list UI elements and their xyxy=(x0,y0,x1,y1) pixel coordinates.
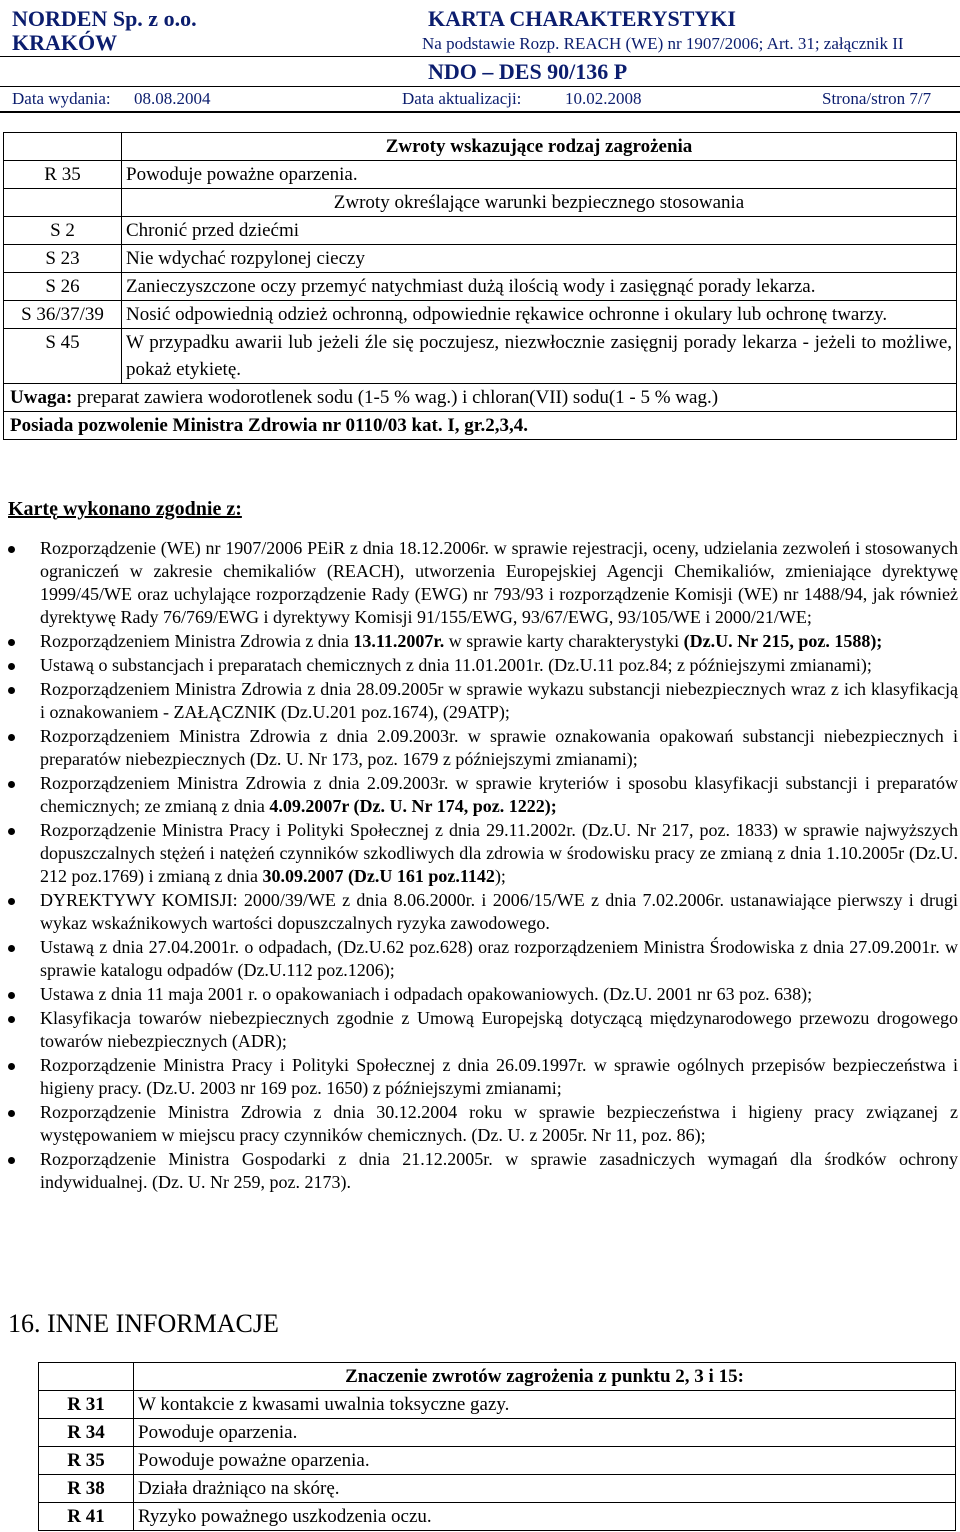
phrase-code: S 2 xyxy=(4,217,122,245)
regulation-text: ); xyxy=(494,866,506,886)
list-item xyxy=(8,630,958,653)
regulation-text: DYREKTYWY KOMISJI: 2000/39/WE z dnia 8.06.2000r. i 2006/15/WE z dnia 7.02.2006r. ustanawiające pierwszy i drugi wykaz wskaźnikowych wartości dopuszczalnych ryzyka zawodowego. xyxy=(40,890,958,933)
table-heading-row xyxy=(39,1363,956,1391)
regulation-text: Rozporządzenie (WE) nr 1907/2006 PEiR z dnia 18.12.2006r. w sprawie rejestracji, oceny, udzielania zezwoleń i stosowanych ograniczeń w zakresie chemikaliów (REACH), utworzenia Europejskiej Agencji Chemikaliów, zmieniające dyrektywę 1999/45/WE oraz uchylające rozporządzenie Rady (EWG) nr 793/93 i rozporządzenie Komisji (WE) nr 1488/94, jak również dyrektywę Rady 76/769/EWG i dyrektywy Komisji 91/155/EWG, 93/67/EWG, 93/105/WE i 2000/21/WE; xyxy=(40,538,958,627)
regulation-text: Rozporządzeniem Ministra Zdrowia z dnia 28.09.2005r w sprawie wykazu substancji niebezpiecznych wraz z ich klasyfikacją i oznakowaniem - ZAŁĄCZNIK (Dz.U.201 poz.1674), (29ATP); xyxy=(40,679,958,722)
bullet-icon xyxy=(8,1063,15,1070)
regulations-heading: Kartę wykonano zgodnie z: xyxy=(8,498,242,520)
issue-date-label: Data wydania: xyxy=(12,89,111,108)
page-header xyxy=(0,0,960,110)
section-16-heading: 16. INNE INFORMACJE xyxy=(8,1309,279,1338)
bullet-icon xyxy=(8,898,15,905)
phrase-code: R 34 xyxy=(39,1419,134,1447)
bullet-icon xyxy=(8,992,15,999)
phrase-code: R 31 xyxy=(39,1391,134,1419)
bullet-icon xyxy=(8,945,15,952)
list-item xyxy=(8,819,958,888)
update-date: 10.02.2008 xyxy=(565,89,642,108)
bullet-icon xyxy=(8,687,15,694)
phrase-code: R 35 xyxy=(39,1447,134,1475)
note-label: Uwaga: xyxy=(10,387,73,408)
bold-text: 4.09.2007r (Dz. U. Nr 174, poz. 1222); xyxy=(269,796,557,816)
table-row xyxy=(4,301,957,329)
regulation-text: Rozporządzenie Ministra Gospodarki z dnia 21.12.2005r. w sprawie zasadniczych wymagań dla środków ochrony indywidualnej. (Dz. U. Nr 259, poz. 2173). xyxy=(40,1149,958,1192)
phrase-code: R 35 xyxy=(4,161,122,189)
phrase-code: S 36/37/39 xyxy=(4,301,122,329)
phrase-code: R 41 xyxy=(39,1503,134,1531)
r-phrases-heading: Zwroty wskazujące rodzaj zagrożenia xyxy=(122,133,957,161)
document-subtitle: Na podstawie Rozp. REACH (WE) nr 1907/2006; Art. 31; załącznik II xyxy=(422,34,904,53)
table-cell xyxy=(4,133,122,161)
phrase-text: Działa drażniąco na skórę. xyxy=(134,1475,956,1503)
table-row xyxy=(4,161,957,189)
table-row xyxy=(39,1503,956,1531)
issue-date: 08.08.2004 xyxy=(134,89,211,108)
phrase-code: S 26 xyxy=(4,273,122,301)
list-item xyxy=(8,654,958,677)
regulation-text: Rozporządzeniem Ministra Zdrowia z dnia xyxy=(40,631,354,651)
regulation-text: Ustawą o substancjach i preparatach chemicznych z dnia 11.01.2001r. (Dz.U.11 poz.84; z późniejszymi zmianami); xyxy=(40,655,872,675)
list-item xyxy=(8,725,958,771)
list-item xyxy=(8,1101,958,1147)
list-item xyxy=(8,889,958,935)
regulation-text: Rozporządzenie Ministra Pracy i Polityki Społecznej z dnia 29.11.2002r. (Dz.U. Nr 217, poz. 1833) w sprawie najwyższych dopuszczalnych stężeń i natężeń czynników szkodliwych dla zdrowia w środowisku pracy ze zmianą z dnia 1.10.2005r (Dz.U. 212 poz.1769) i zmianą z dnia xyxy=(40,820,958,886)
phrase-text: Nie wdychać rozpylonej cieczy xyxy=(122,245,957,273)
phrase-code: R 38 xyxy=(39,1475,134,1503)
bullet-icon xyxy=(8,1157,15,1164)
list-item xyxy=(8,983,958,1006)
company-name: NORDEN Sp. z o.o. xyxy=(12,6,197,31)
phrase-text: W kontakcie z kwasami uwalnia toksyczne gazy. xyxy=(134,1391,956,1419)
table-row xyxy=(4,245,957,273)
bullet-icon xyxy=(8,663,15,670)
regulation-text: Rozporządzenie Ministra Pracy i Polityki Społecznej z dnia 26.09.1997r. w sprawie ogólnych przepisów bezpieczeństwa i higieny pracy. (Dz.U. 2003 nr 169 poz. 1650) z późniejszymi zmianami; xyxy=(40,1055,958,1098)
list-item xyxy=(8,678,958,724)
document-title: KARTA CHARAKTERYSTYKI xyxy=(428,6,736,31)
r-meaning-heading: Znaczenie zwrotów zagrożenia z punktu 2, 3 i 15: xyxy=(134,1363,956,1391)
regulation-text: Ustawa z dnia 11 maja 2001 r. o opakowaniach i odpadach opakowaniowych. (Dz.U. 2001 nr 63 poz. 638); xyxy=(40,984,813,1004)
phrase-text: Powoduje poważne oparzenia. xyxy=(122,161,957,189)
note-row xyxy=(4,384,957,412)
s-phrases-heading: Zwroty określające warunki bezpiecznego stosowania xyxy=(122,189,957,217)
bullet-icon xyxy=(8,546,15,553)
bullet-icon xyxy=(8,639,15,646)
table-cell xyxy=(39,1363,134,1391)
table-row xyxy=(39,1419,956,1447)
header-top xyxy=(0,2,960,34)
list-item xyxy=(8,1148,958,1194)
bullet-icon xyxy=(8,734,15,741)
phrase-text: Ryzyko poważnego uszkodzenia oczu. xyxy=(134,1503,956,1531)
regulation-text: Rozporządzeniem Ministra Zdrowia z dnia 2.09.2003r. w sprawie kryteriów i sposobu klasyfikacji substancji i preparatów chemicznych; ze zmianą z dnia xyxy=(40,773,958,816)
phrase-text: Powoduje oparzenia. xyxy=(134,1419,956,1447)
update-date-label: Data aktualizacji: xyxy=(402,89,522,108)
hazard-phrases-table xyxy=(3,132,957,440)
note-text: preparat zawiera wodorotlenek sodu (1-5 % wag.) i chloran(VII) sodu(1 - 5 % wag.) xyxy=(72,387,719,408)
regulation-text: Rozporządzeniem Ministra Zdrowia z dnia 2.09.2003r. w sprawie oznakowania opakowań substancji niebezpiecznych i preparatów niebezpiecznych (Dz. U. Nr 173, poz. 1679 z późniejszymi zmianami); xyxy=(40,726,958,769)
list-item xyxy=(8,1007,958,1053)
table-row xyxy=(39,1391,956,1419)
phrase-text: Powoduje poważne oparzenia. xyxy=(134,1447,956,1475)
table-cell xyxy=(4,189,122,217)
list-item xyxy=(8,772,958,818)
table-row xyxy=(4,217,957,245)
regulation-text: Ustawą z dnia 27.04.2001r. o odpadach, (Dz.U.62 poz.628) oraz rozporządzeniem Ministra Środowiska z dnia 27.09.2001r. w sprawie katalogu odpadów (Dz.U.112 poz.1206); xyxy=(40,937,958,980)
phrase-code: S 45 xyxy=(4,329,122,384)
regulation-text: Rozporządzenie Ministra Zdrowia z dnia 30.12.2004 roku w sprawie bezpieczeństwa i higieny pracy związanej z występowaniem w miejscu pracy czynników chemicznych. (Dz. U. z 2005r. Nr 11, poz. 86); xyxy=(40,1102,958,1145)
phrase-text: W przypadku awarii lub jeżeli źle się poczujesz, niezwłocznie zasięgnij porady lekarza - jeżeli to możliwe, pokaż etykietę. xyxy=(122,329,957,384)
bold-text: 13.11.2007r. xyxy=(353,631,445,651)
regulation-text: w sprawie karty charakterystyki xyxy=(444,631,684,651)
list-item xyxy=(8,1054,958,1100)
company-city: KRAKÓW xyxy=(12,30,118,55)
note-cell xyxy=(4,384,957,412)
permit-row xyxy=(4,412,957,440)
phrase-text: Zanieczyszczone oczy przemyć natychmiast dużą ilością wody i zasięgnąć porady lekarza. xyxy=(122,273,957,301)
bullet-icon xyxy=(8,1110,15,1117)
product-name: NDO – DES 90/136 P xyxy=(428,59,628,84)
bold-text: 30.09.2007 (Dz.U 161 poz.1142 xyxy=(262,866,495,886)
r-heading-row xyxy=(4,133,957,161)
s-heading-row xyxy=(4,189,957,217)
table-row xyxy=(39,1475,956,1503)
table-row xyxy=(4,273,957,301)
phrase-text: Nosić odpowiednią odzież ochronną, odpowiednie rękawice ochronne i okulary lub ochronę twarzy. xyxy=(122,301,957,329)
regulations-list xyxy=(8,537,958,1195)
bullet-icon xyxy=(8,828,15,835)
permit-text: Posiada pozwolenie Ministra Zdrowia nr 0110/03 kat. I, gr.2,3,4. xyxy=(4,412,957,440)
phrase-code: S 23 xyxy=(4,245,122,273)
bold-text: (Dz.U. Nr 215, poz. 1588); xyxy=(683,631,883,651)
r-phrases-meaning-table xyxy=(38,1362,956,1531)
list-item xyxy=(8,936,958,982)
phrase-text: Chronić przed dziećmi xyxy=(122,217,957,245)
page-number: Strona/stron 7/7 xyxy=(822,89,932,108)
table-row xyxy=(4,329,957,384)
bullet-icon xyxy=(8,781,15,788)
list-item xyxy=(8,537,958,629)
regulation-text: Klasyfikacja towarów niebezpiecznych zgodnie z Umową Europejską dotyczącą międzynarodowego przewozu drogowego towarów niebezpiecznych (ADR); xyxy=(40,1008,958,1051)
bullet-icon xyxy=(8,1016,15,1023)
table-row xyxy=(39,1447,956,1475)
